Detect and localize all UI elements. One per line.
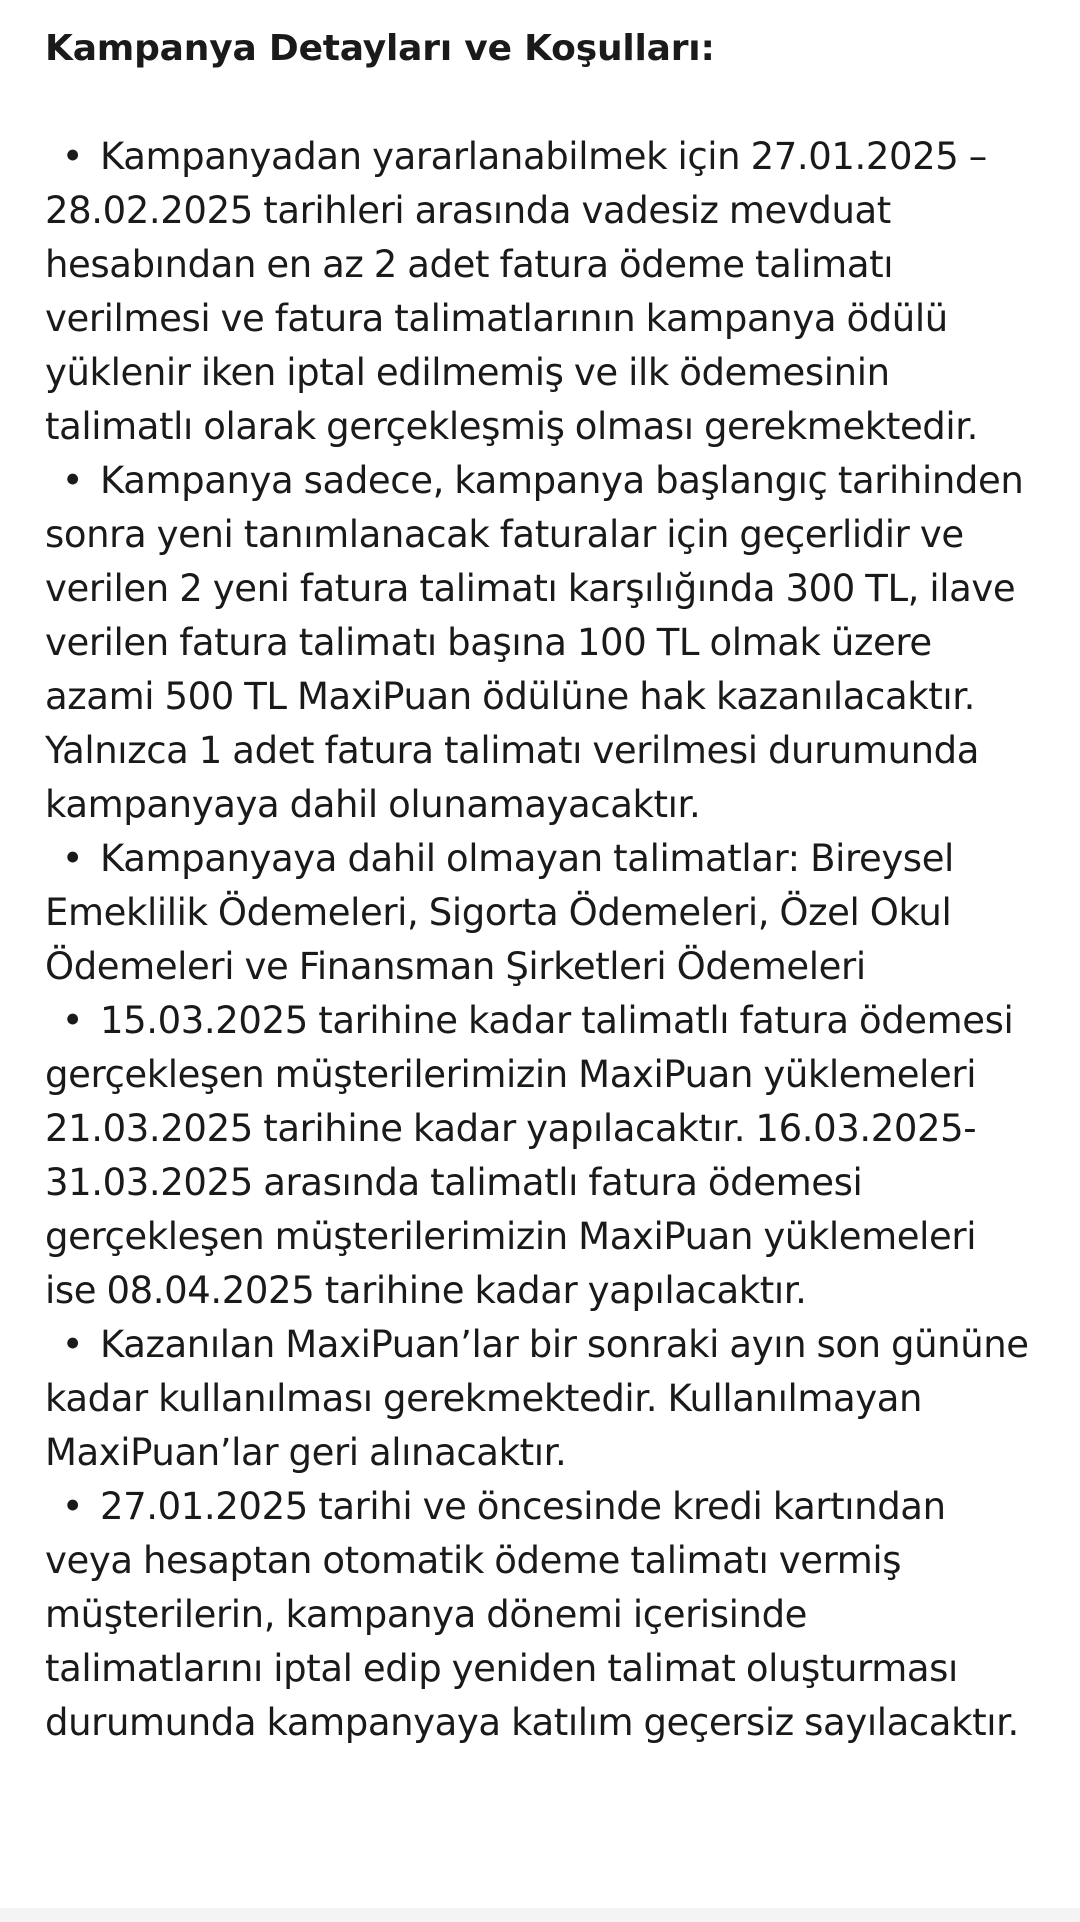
list-item-text: Kampanya sadece, kampanya başlangıç tarihinden sonra yeni tanımlanacak faturalar için geçerlidir ve verilen 2 yeni fatura talimatı karşılığında 300 TL, ilave verilen fatura talimatı başına 100 TL olmak üzere azami 500 TL MaxiPuan ödülüne hak kazanılacaktır. Yalnızca 1 adet fatura talimatı verilmesi durumunda kampanyaya dahil olunamayacaktır. [45, 459, 1024, 826]
bullet-icon: • [61, 1485, 84, 1528]
list-item [45, 1480, 1035, 1750]
terms-list [45, 130, 1035, 1750]
list-item-text: Kazanılan MaxiPuan’lar bir sonraki ayın son gününe kadar kullanılması gerekmektedir. Kullanılmayan MaxiPuan’lar geri alınacaktır. [45, 1323, 1029, 1474]
bullet-icon: • [61, 837, 84, 880]
bullet-icon: • [61, 999, 84, 1042]
list-item-text: Kampanyadan yararlanabilmek için 27.01.2025 – 28.02.2025 tarihleri arasında vadesiz mevduat hesabından en az 2 adet fatura ödeme talimatı verilmesi ve fatura talimatlarının kampanya ödülü yüklenir iken iptal edilmemiş ve ilk ödemesinin talimatlı olarak gerçekleşmiş olması gerekmektedir. [45, 135, 987, 448]
bullet-icon: • [61, 459, 84, 502]
campaign-terms-section [45, 22, 1035, 1750]
list-item-text: 15.03.2025 tarihine kadar talimatlı fatura ödemesi gerçekleşen müşterilerimizin MaxiPuan yüklemeleri 21.03.2025 tarihine kadar yapılacaktır. 16.03.2025-31.03.2025 arasında talimatlı fatura ödemesi gerçekleşen müşterilerimizin MaxiPuan yüklemeleri ise 08.04.2025 tarihine kadar yapılacaktır. [45, 999, 1014, 1312]
list-item-text: 27.01.2025 tarihi ve öncesinde kredi kartından veya hesaptan otomatik ödeme talimatı vermiş müşterilerin, kampanya dönemi içerisinde talimatlarını iptal edip yeniden talimat oluşturması durumunda kampanyaya katılım geçersiz sayılacaktır. [45, 1485, 1019, 1744]
section-title: Kampanya Detayları ve Koşulları: [45, 28, 715, 69]
list-item [45, 1318, 1035, 1480]
bullet-icon: • [61, 1323, 84, 1366]
bullet-icon: • [61, 135, 84, 178]
list-item [45, 832, 1035, 994]
list-item [45, 994, 1035, 1318]
list-item [45, 454, 1035, 832]
bottom-edge-bar [0, 1908, 1080, 1922]
list-item [45, 130, 1035, 454]
list-item-text: Kampanyaya dahil olmayan talimatlar: Bireysel Emeklilik Ödemeleri, Sigorta Ödemeleri, Özel Okul Ödemeleri ve Finansman Şirketleri Ödemeleri [45, 837, 954, 988]
